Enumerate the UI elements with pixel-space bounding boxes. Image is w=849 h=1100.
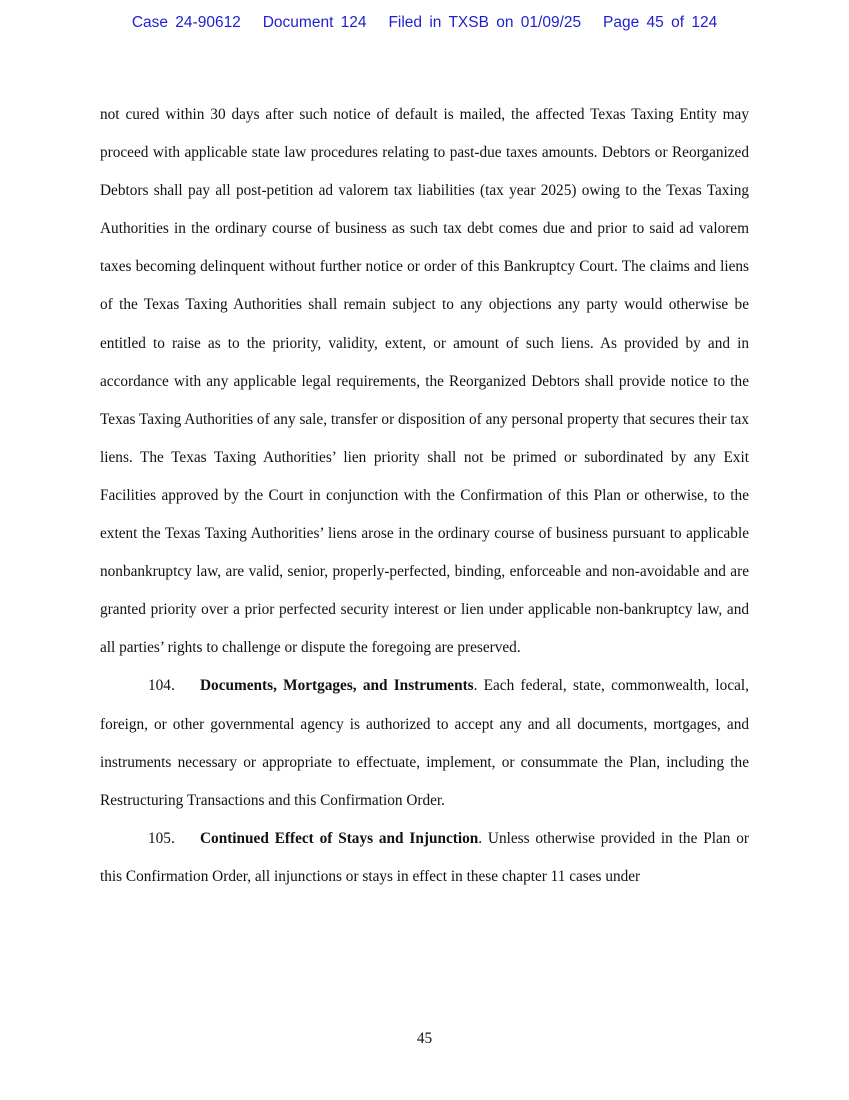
paragraph-number: 105. — [148, 829, 175, 847]
paragraph-text: . Unless otherwise provided in the Plan or this Confirmation Order, all injunctions or stays in effect in these chapter 11 cases under — [100, 829, 749, 885]
page-number: 45 — [416, 1030, 433, 1047]
paragraph-104 — [100, 667, 749, 819]
paragraph-heading: Documents, Mortgages, and Instruments — [200, 677, 474, 695]
paragraph-number: 104. — [148, 677, 175, 695]
paragraph-105 — [100, 820, 749, 896]
paragraph-text: . Each federal, state, commonwealth, local, foreign, or other governmental agency is authorized to accept any and all documents, mortgages, and instruments necessary or appropriate to effectuate, implement, or consummate the Plan, including the Restructuring Transactions and this Confirmation Order. — [100, 677, 749, 809]
paragraph-heading: Continued Effect of Stays and Injunction — [200, 829, 479, 847]
paragraph-continued: not cured within 30 days after such notice of default is mailed, the affected Texas Taxing Entity may proceed with applicable state law procedures relating to past-due taxes amounts. Debtors or Reorganized Debtors shall pay all post-petition ad valorem tax liabilities (tax year 2025) owing to the Texas Taxing Authorities in the ordinary course of business as such tax debt comes due and prior to said ad valorem taxes becoming delinquent without further notice or order of this Bankruptcy Court. The claims and liens of the Texas Taxing Authorities shall remain subject to any objections any party would otherwise be entitled to raise as to the priority, validity, extent, or amount of such liens. As provided by and in accordance with any applicable legal requirements, the Reorganized Debtors shall provide notice to the Texas Taxing Authorities of any sale, transfer or disposition of any personal property that secures their tax liens. The Texas Taxing Authorities’ lien priority shall not be primed or subordinated by any Exit Facilities approved by the Court in conjunction with the Confirmation of this Plan or otherwise, to the extent the Texas Taxing Authorities’ liens arose in the ordinary course of business pursuant to applicable nonbankruptcy law, are valid, senior, properly-perfected, binding, enforceable and non-avoidable and are granted priority over a prior perfected security interest or lien under applicable non-bankruptcy law, and all parties’ rights to challenge or dispute the foregoing are preserved. — [100, 106, 749, 657]
document-body — [100, 96, 749, 896]
court-filing-header: Case 24-90612 Document 124 Filed in TXSB on 01/09/25 Page 45 of 124 — [131, 14, 718, 31]
